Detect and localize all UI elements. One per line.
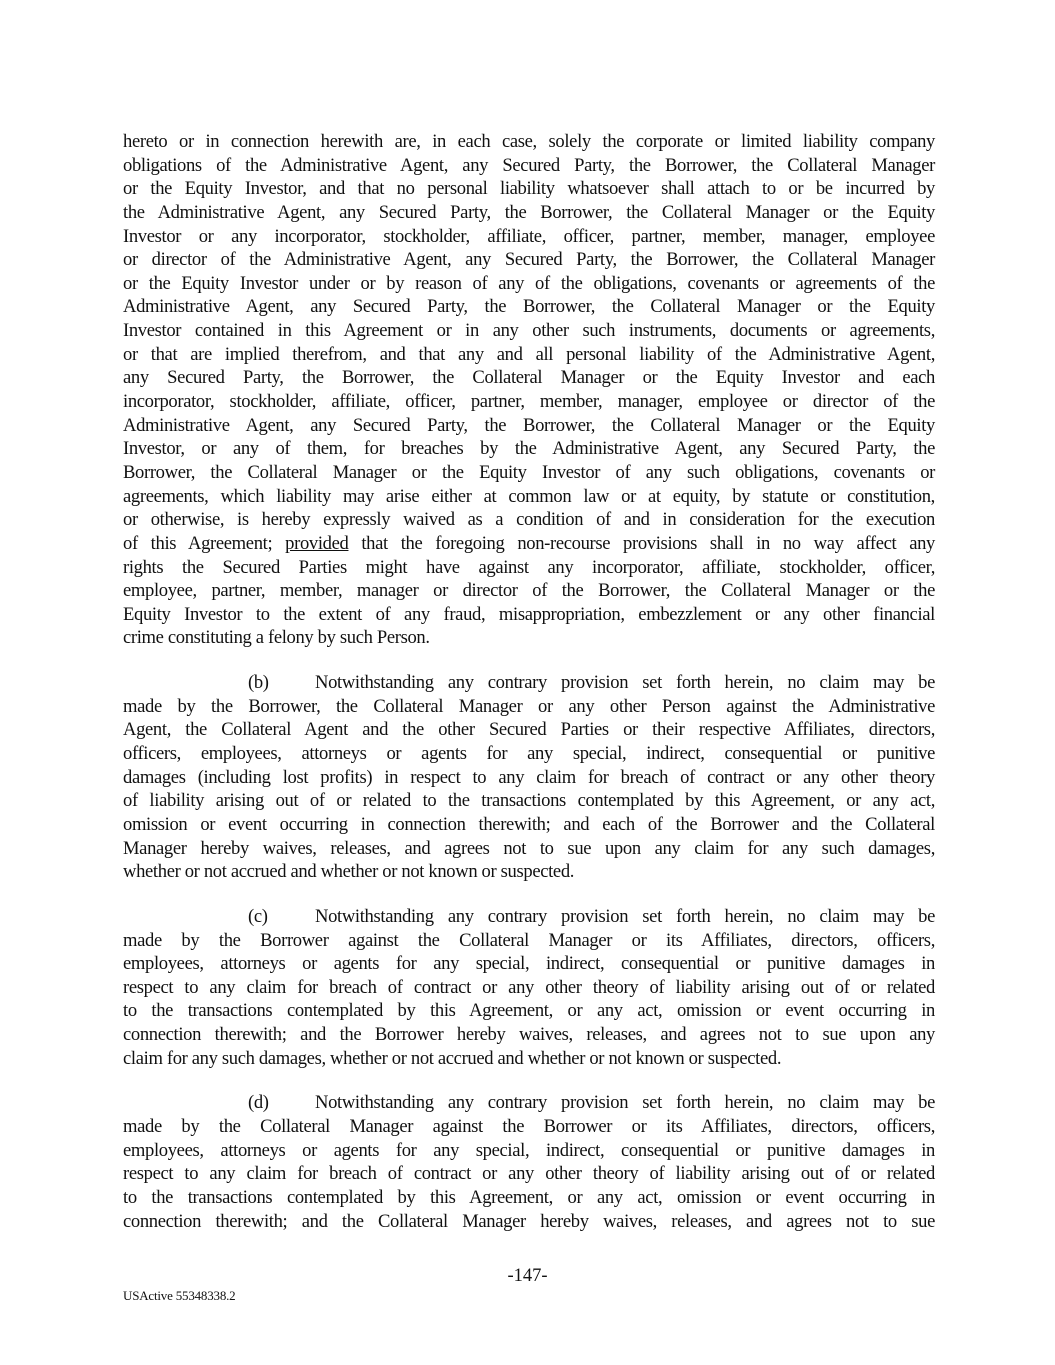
text-line: [123, 1115, 935, 1139]
text-line: [123, 671, 935, 695]
line-text: any Secured Party, the Borrower, the Collateral Manager or the Equity Investor and each: [123, 367, 935, 389]
line-text: or the Equity Investor, and that no personal liability whatsoever shall attach to or be incurred by: [123, 178, 935, 200]
line-text: employees, attorneys or agents for any special, indirect, consequential or punitive damages in: [123, 953, 935, 975]
text-line: [123, 437, 935, 461]
text-line: [123, 905, 935, 929]
line-text: or the Equity Investor under or by reason of any of the obligations, covenants or agreements of the: [123, 272, 935, 294]
text-line: [123, 1186, 935, 1210]
line-text: connection therewith; and the Collateral Manager hereby waives, releases, and agrees not to sue: [123, 1210, 935, 1232]
line-text: Notwithstanding any contrary provision set forth herein, no claim may be: [315, 672, 935, 694]
text-line: [123, 508, 935, 532]
text-line: [123, 319, 935, 343]
line-text: omission or event occurring in connection therewith; and each of the Borrower and the Collateral: [123, 813, 935, 835]
line-text: Investor contained in this Agreement or in any other such instruments, documents or agreements,: [123, 320, 935, 342]
text-line: [123, 272, 935, 296]
line-text: Manager hereby waives, releases, and agrees not to sue upon any claim for any such damages,: [123, 837, 935, 859]
line-text: Investor or any incorporator, stockholder, affiliate, officer, partner, member, manager, employee: [123, 225, 935, 247]
text-line: [123, 999, 935, 1023]
text-line: [123, 813, 935, 837]
text-line: [123, 718, 935, 742]
section-paragraph-b: [123, 671, 935, 884]
line-text: obligations of the Administrative Agent, any Secured Party, the Borrower, the Collateral Manager: [123, 154, 935, 176]
line-text: made by the Collateral Manager against the Borrower or its Affiliates, directors, officers,: [123, 1115, 935, 1137]
line-text: rights the Secured Parties might have against any incorporator, affiliate, stockholder, officer,: [123, 556, 935, 578]
line-text: claim for any such damages, whether or not accrued and whether or not known or suspected.: [123, 1047, 782, 1069]
section-paragraph-d: [123, 1091, 935, 1233]
text-line: [123, 130, 935, 154]
text-line: [123, 343, 935, 367]
text-line: [123, 177, 935, 201]
text-line: [123, 1091, 935, 1115]
line-text: or that are implied therefrom, and that any and all personal liability of the Administrative Agent,: [123, 343, 935, 365]
paragraph-label: (d): [248, 1092, 269, 1114]
line-text: hereto or in connection herewith are, in each case, solely the corporate or limited liability company: [123, 131, 935, 152]
text-line: [123, 579, 935, 603]
line-text: or otherwise, is hereby expressly waived as a condition of and in consideration for the execution: [123, 509, 935, 531]
line-text: Administrative Agent, any Secured Party, the Borrower, the Collateral Manager or the Equity: [123, 296, 935, 318]
text-line: [123, 742, 935, 766]
line-text: that the foregoing non-recourse provisions shall in no way affect any: [348, 532, 935, 554]
line-text: made by the Borrower, the Collateral Manager or any other Person against the Administrative: [123, 695, 935, 717]
text-line: [123, 1047, 935, 1071]
text-line: [123, 390, 935, 414]
text-line: [123, 695, 935, 719]
line-text: agreements, which liability may arise either at common law or at equity, by statute or constitution,: [123, 485, 935, 507]
line-text: employees, attorneys or agents for any special, indirect, consequential or punitive damages in: [123, 1139, 935, 1161]
text-line: [123, 976, 935, 1000]
line-text: Investor, or any of them, for breaches by the Administrative Agent, any Secured Party, the: [123, 438, 935, 460]
line-text: whether or not accrued and whether or not known or suspected.: [123, 861, 575, 883]
line-text: employee, partner, member, manager or director of the Borrower, the Collateral Manager or the: [123, 580, 935, 602]
line-text: Notwithstanding any contrary provision set forth herein, no claim may be: [315, 1092, 935, 1114]
paragraph: [123, 130, 935, 650]
text-line: [123, 837, 935, 861]
text-line: [123, 225, 935, 249]
line-text: or director of the Administrative Agent, any Secured Party, the Borrower, the Collateral Manager: [123, 249, 935, 271]
line-text: made by the Borrower against the Collateral Manager or its Affiliates, directors, officers,: [123, 929, 935, 951]
text-line: [123, 766, 935, 790]
underlined-term: provided: [285, 532, 349, 554]
text-line: [123, 626, 935, 650]
text-line: [123, 366, 935, 390]
text-line: [123, 952, 935, 976]
text-line: [123, 461, 935, 485]
text-line: [123, 929, 935, 953]
line-text: incorporator, stockholder, affiliate, officer, partner, member, manager, employee or director of the: [123, 391, 935, 413]
line-text: to the transactions contemplated by this Agreement, or any act, omission or event occurring in: [123, 1186, 935, 1208]
document-id-footer: USActive 55348338.2: [123, 1288, 236, 1303]
text-line: [123, 295, 935, 319]
document-body: [123, 130, 935, 1254]
text-line: [123, 789, 935, 813]
line-text: officers, employees, attorneys or agents for any special, indirect, consequential or punitive: [123, 743, 935, 765]
line-text: Notwithstanding any contrary provision set forth herein, no claim may be: [315, 905, 935, 927]
line-text: Agent, the Collateral Agent and the other Secured Parties or their respective Affiliates, directors,: [123, 719, 935, 741]
line-text: the Administrative Agent, any Secured Party, the Borrower, the Collateral Manager or the Equity: [123, 201, 935, 223]
line-text: connection therewith; and the Borrower hereby waives, releases, and agrees not to sue upon any: [123, 1024, 935, 1046]
line-text: to the transactions contemplated by this Agreement, or any act, omission or event occurring in: [123, 1000, 935, 1022]
text-line: [123, 603, 935, 627]
line-text: crime constituting a felony by such Person.: [123, 627, 430, 649]
text-line: [123, 1023, 935, 1047]
text-line: [123, 485, 935, 509]
text-line: [123, 860, 935, 884]
line-text: respect to any claim for breach of contract or any other theory of liability arising out of or related: [123, 976, 935, 998]
line-text: respect to any claim for breach of contract or any other theory of liability arising out of or related: [123, 1163, 935, 1185]
text-line: [123, 1210, 935, 1234]
paragraph-label: (c): [248, 905, 268, 927]
text-line: [123, 154, 935, 178]
text-line: [123, 414, 935, 438]
line-text: Administrative Agent, any Secured Party, the Borrower, the Collateral Manager or the Equity: [123, 414, 935, 436]
text-line: [123, 1162, 935, 1186]
text-line: [123, 556, 935, 580]
line-text: of liability arising out of or related to the transactions contemplated by this Agreement, or any act,: [123, 790, 935, 812]
text-line: [123, 1139, 935, 1163]
page-number: -147-: [507, 1266, 548, 1286]
text-line: [123, 201, 935, 225]
section-paragraph-c: [123, 905, 935, 1070]
paragraph-label: (b): [248, 672, 269, 694]
line-text: Equity Investor to the extent of any fraud, misappropriation, embezzlement or any other financial: [123, 603, 935, 625]
text-line: [123, 532, 935, 556]
line-text: Borrower, the Collateral Manager or the Equity Investor of any such obligations, covenants or: [123, 461, 935, 483]
text-line: [123, 248, 935, 272]
line-text: of this Agreement;: [123, 532, 286, 554]
line-text: damages (including lost profits) in respect to any claim for breach of contract or any other theory: [123, 766, 935, 788]
